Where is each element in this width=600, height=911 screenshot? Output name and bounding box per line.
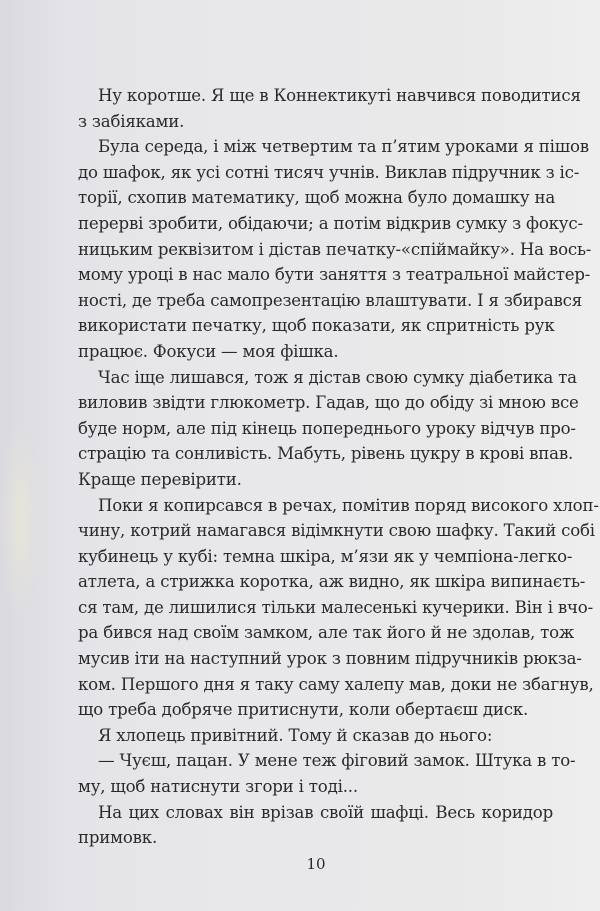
paragraph [78, 800, 553, 851]
text-line: ницьким реквізитом і дістав печатку-«спіймайку». На вось- [78, 239, 592, 259]
page-number: 10 [306, 855, 326, 873]
text-line: виловив звідти глюкометр. Гадав, що до обіду зі мною все [78, 393, 579, 413]
text-line: мусив іти на наступний урок з повним підручників рюкза- [78, 649, 582, 669]
text-line: На цих словах він врізав своїй шафці. Весь коридор [98, 802, 553, 822]
body-text [78, 83, 599, 851]
text-line: працює. Фокуси — моя фішка. [78, 341, 339, 361]
text-line: Була середа, і між четвертим та п’ятим уроками я пішов [98, 137, 589, 157]
text-line: ся там, де лишилися тільки малесенькі кучерики. Він і вчо- [78, 597, 594, 617]
text-line: атлета, а стрижка коротка, аж видно, як шкіра випинаєть- [78, 572, 586, 592]
dialogue-paragraph [78, 748, 576, 799]
paragraph [78, 365, 579, 493]
paper-shading [0, 420, 40, 620]
text-line: му, щоб натиснути згори і тоді... [78, 777, 358, 797]
paragraph [78, 493, 599, 723]
text-line: примовк. [78, 828, 158, 848]
text-line: Час іще лишався, тож я дістав свою сумку діабетика та [98, 367, 577, 387]
paragraph [78, 134, 592, 364]
paragraph [78, 83, 581, 134]
text-line: до шафок, як усі сотні тисяч учнів. Виклав підручник з іс- [78, 162, 580, 182]
text-line: страцію та сонливість. Мабуть, рівень цукру в крові впав. [78, 444, 574, 464]
text-line: кубинець у кубі: темна шкіра, м’язи як у чемпіона-легко- [78, 546, 573, 566]
text-line: ра бився над своїм замком, але так його й не здолав, тож [78, 623, 575, 643]
text-line: Ну коротше. Я ще в Коннектикуті навчився поводитися [98, 86, 581, 105]
text-line: використати печатку, щоб показати, як спритність рук [78, 316, 555, 336]
text-line: — Чуєш, пацан. У мене теж фіговий замок. Штука в то- [98, 751, 576, 771]
text-line: що треба добряче притиснути, коли обертаєш диск. [78, 700, 529, 720]
text-line: Краще перевірити. [78, 469, 242, 489]
paragraph [78, 723, 553, 749]
text-line: перерві зробити, обідаючи; а потім відкрив сумку з фокус- [78, 213, 583, 233]
text-line: торії, схопив математику, щоб можна було домашку на [78, 188, 556, 208]
text-line: з забіяками. [78, 111, 185, 131]
text-line: Я хлопець привітний. Тому й сказав до нього: [98, 725, 493, 745]
text-line: чину, котрий намагався відімкнути свою шафку. Такий собі [78, 521, 595, 541]
text-line: буде норм, але під кінець попереднього уроку відчув про- [78, 418, 576, 438]
text-line: ності, де треба самопрезентацію влаштувати. І я збирався [78, 290, 583, 310]
text-line: ком. Першого дня я таку саму халепу мав, доки не збагнув, [78, 674, 594, 694]
text-line: Поки я копирсався в речах, помітив поряд високого хлоп- [98, 495, 599, 515]
text-line: мому уроці в нас мало бути заняття з театральної майстер- [78, 265, 591, 285]
